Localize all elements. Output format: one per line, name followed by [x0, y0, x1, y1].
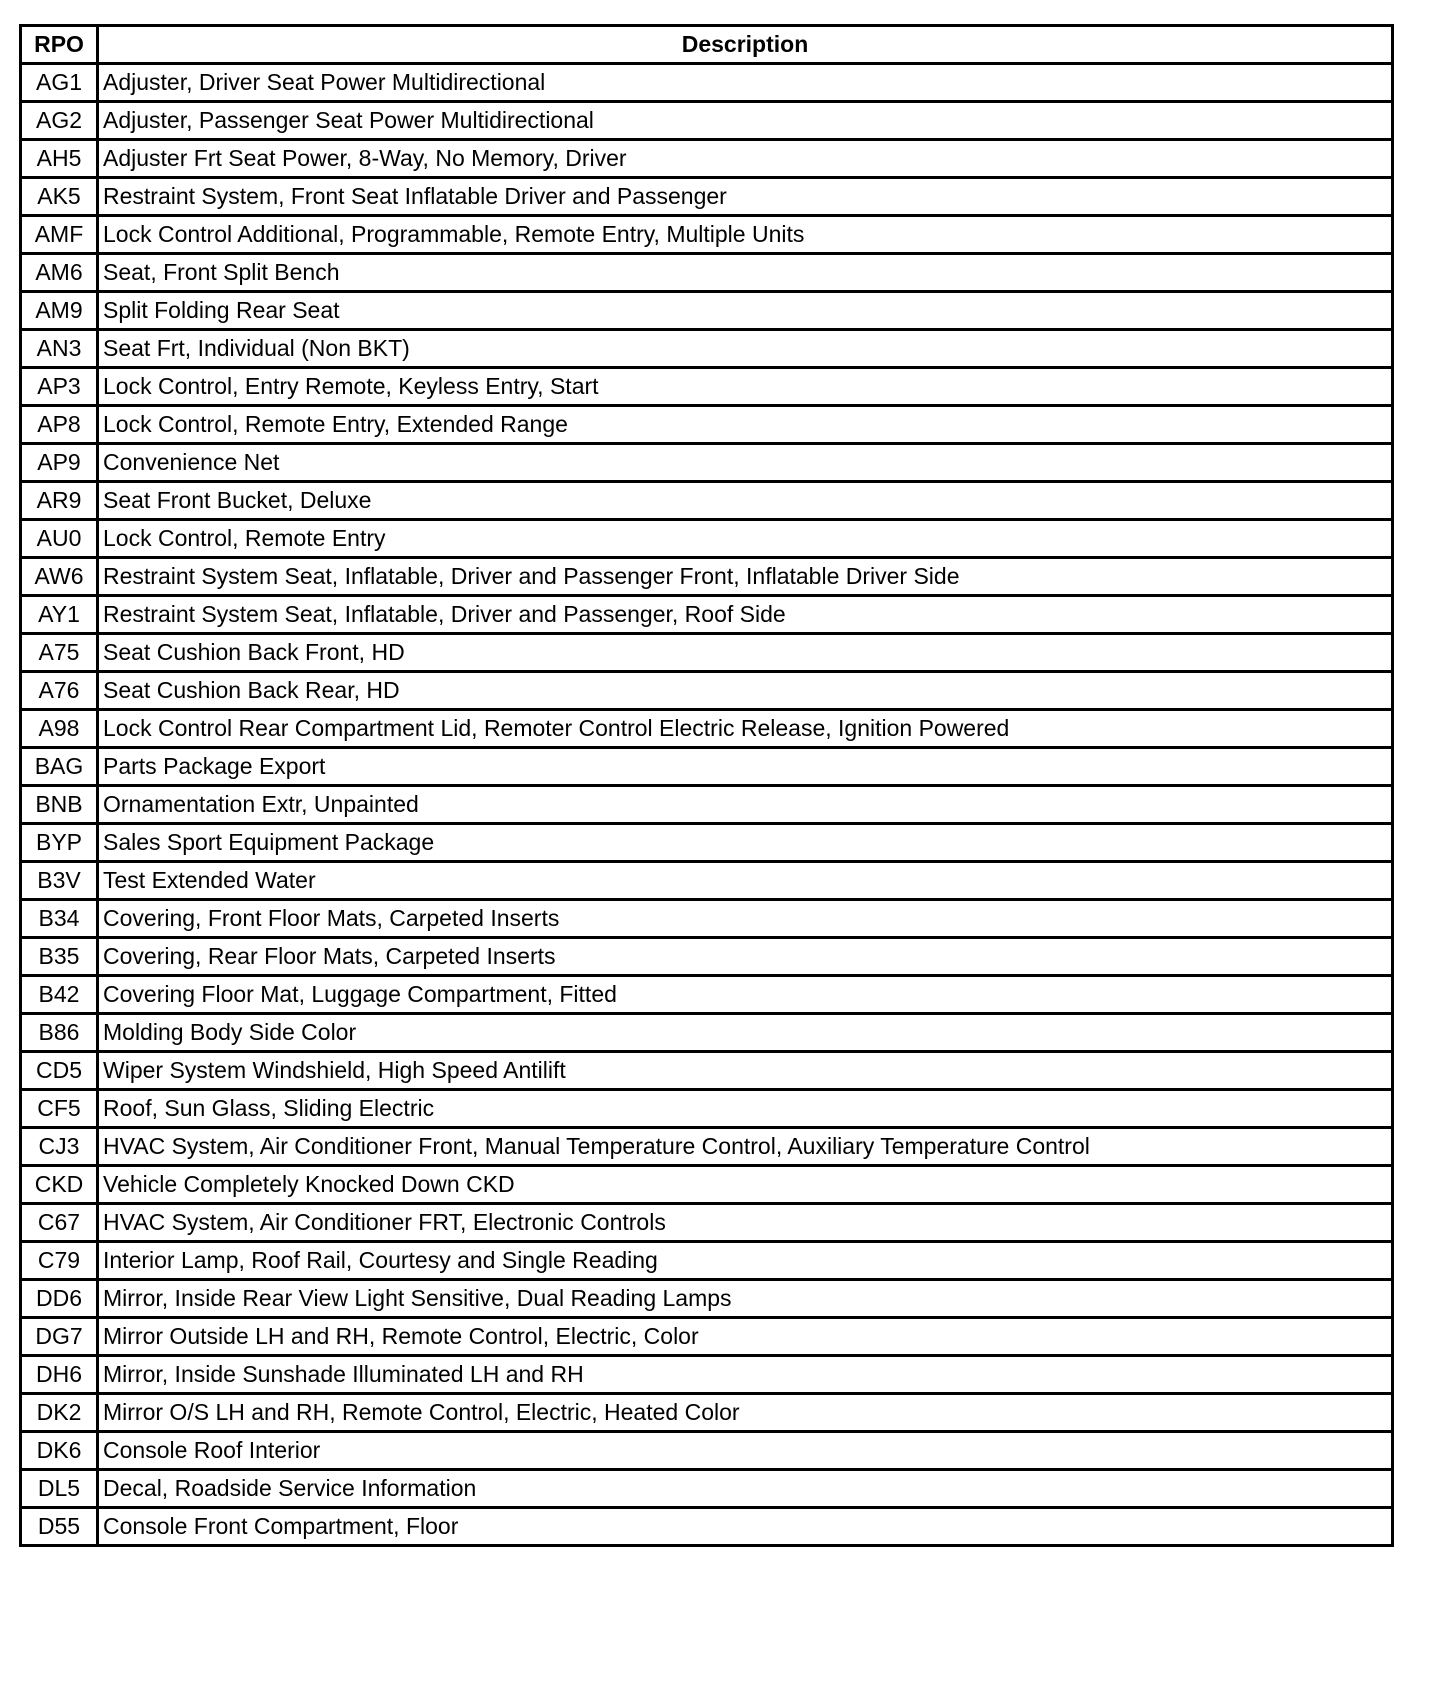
- description-cell: Mirror, Inside Sunshade Illuminated LH and RH: [98, 1356, 1393, 1394]
- table-row: [21, 672, 1393, 710]
- description-cell: Mirror Outside LH and RH, Remote Control, Electric, Color: [98, 1318, 1393, 1356]
- description-cell: HVAC System, Air Conditioner Front, Manual Temperature Control, Auxiliary Temperature Control: [98, 1128, 1393, 1166]
- rpo-code-cell: DK2: [21, 1394, 98, 1432]
- rpo-code-cell: CF5: [21, 1090, 98, 1128]
- description-cell: Restraint System Seat, Inflatable, Driver and Passenger Front, Inflatable Driver Side: [98, 558, 1393, 596]
- description-cell: Lock Control Additional, Programmable, Remote Entry, Multiple Units: [98, 216, 1393, 254]
- rpo-code-cell: D55: [21, 1508, 98, 1546]
- description-cell: Decal, Roadside Service Information: [98, 1470, 1393, 1508]
- description-cell: Vehicle Completely Knocked Down CKD: [98, 1166, 1393, 1204]
- description-cell: Sales Sport Equipment Package: [98, 824, 1393, 862]
- table-row: [21, 330, 1393, 368]
- table-row: [21, 900, 1393, 938]
- rpo-code-cell: AM9: [21, 292, 98, 330]
- rpo-code-cell: B86: [21, 1014, 98, 1052]
- description-cell: Restraint System Seat, Inflatable, Driver and Passenger, Roof Side: [98, 596, 1393, 634]
- description-cell: Covering, Rear Floor Mats, Carpeted Inserts: [98, 938, 1393, 976]
- description-cell: Test Extended Water: [98, 862, 1393, 900]
- rpo-code-cell: AP9: [21, 444, 98, 482]
- table-row: [21, 1128, 1393, 1166]
- table-row: [21, 1394, 1393, 1432]
- rpo-code-cell: CD5: [21, 1052, 98, 1090]
- rpo-code-cell: BAG: [21, 748, 98, 786]
- table-row: [21, 824, 1393, 862]
- rpo-code-cell: A76: [21, 672, 98, 710]
- rpo-code-cell: AG1: [21, 64, 98, 102]
- table-row: [21, 596, 1393, 634]
- table-row: [21, 1432, 1393, 1470]
- table-row: [21, 1166, 1393, 1204]
- rpo-code-cell: AN3: [21, 330, 98, 368]
- table-row: [21, 178, 1393, 216]
- rpo-code-cell: DG7: [21, 1318, 98, 1356]
- rpo-code-cell: AY1: [21, 596, 98, 634]
- description-cell: Seat Cushion Back Rear, HD: [98, 672, 1393, 710]
- description-cell: Lock Control Rear Compartment Lid, Remoter Control Electric Release, Ignition Powered: [98, 710, 1393, 748]
- rpo-code-cell: A75: [21, 634, 98, 672]
- table-row: [21, 938, 1393, 976]
- table-row: [21, 444, 1393, 482]
- description-cell: Adjuster, Driver Seat Power Multidirectional: [98, 64, 1393, 102]
- table-row: [21, 520, 1393, 558]
- table-row: [21, 1242, 1393, 1280]
- rpo-code-cell: AW6: [21, 558, 98, 596]
- table-row: [21, 1204, 1393, 1242]
- description-cell: Mirror, Inside Rear View Light Sensitive, Dual Reading Lamps: [98, 1280, 1393, 1318]
- table-row: [21, 216, 1393, 254]
- table-row: [21, 102, 1393, 140]
- rpo-code-cell: DK6: [21, 1432, 98, 1470]
- description-cell: Convenience Net: [98, 444, 1393, 482]
- rpo-code-cell: DH6: [21, 1356, 98, 1394]
- rpo-code-cell: A98: [21, 710, 98, 748]
- rpo-code-cell: AH5: [21, 140, 98, 178]
- table-row: [21, 254, 1393, 292]
- table-row: [21, 368, 1393, 406]
- description-column-header: Description: [98, 26, 1393, 64]
- rpo-code-cell: AM6: [21, 254, 98, 292]
- description-cell: Seat, Front Split Bench: [98, 254, 1393, 292]
- rpo-code-cell: C67: [21, 1204, 98, 1242]
- description-cell: Adjuster Frt Seat Power, 8-Way, No Memory, Driver: [98, 140, 1393, 178]
- rpo-code-cell: AP8: [21, 406, 98, 444]
- rpo-column-header: RPO: [21, 26, 98, 64]
- description-cell: Lock Control, Entry Remote, Keyless Entry, Start: [98, 368, 1393, 406]
- description-cell: Console Front Compartment, Floor: [98, 1508, 1393, 1546]
- description-cell: Restraint System, Front Seat Inflatable Driver and Passenger: [98, 178, 1393, 216]
- rpo-code-cell: AMF: [21, 216, 98, 254]
- rpo-code-cell: AR9: [21, 482, 98, 520]
- table-header-row: [21, 26, 1393, 64]
- table-row: [21, 64, 1393, 102]
- rpo-code-cell: CJ3: [21, 1128, 98, 1166]
- description-cell: Covering, Front Floor Mats, Carpeted Inserts: [98, 900, 1393, 938]
- rpo-code-cell: BYP: [21, 824, 98, 862]
- description-cell: Covering Floor Mat, Luggage Compartment, Fitted: [98, 976, 1393, 1014]
- description-cell: Seat Frt, Individual (Non BKT): [98, 330, 1393, 368]
- table-row: [21, 1470, 1393, 1508]
- table-row: [21, 1280, 1393, 1318]
- description-cell: Seat Cushion Back Front, HD: [98, 634, 1393, 672]
- table-row: [21, 482, 1393, 520]
- table-row: [21, 862, 1393, 900]
- rpo-code-cell: C79: [21, 1242, 98, 1280]
- table-row: [21, 406, 1393, 444]
- table-row: [21, 748, 1393, 786]
- description-cell: Seat Front Bucket, Deluxe: [98, 482, 1393, 520]
- description-cell: Ornamentation Extr, Unpainted: [98, 786, 1393, 824]
- rpo-code-cell: B35: [21, 938, 98, 976]
- table-row: [21, 1356, 1393, 1394]
- rpo-code-cell: BNB: [21, 786, 98, 824]
- table-row: [21, 292, 1393, 330]
- rpo-code-cell: DL5: [21, 1470, 98, 1508]
- table-row: [21, 710, 1393, 748]
- description-cell: Wiper System Windshield, High Speed Antilift: [98, 1052, 1393, 1090]
- table-row: [21, 1090, 1393, 1128]
- rpo-code-cell: B42: [21, 976, 98, 1014]
- description-cell: Parts Package Export: [98, 748, 1393, 786]
- description-cell: Split Folding Rear Seat: [98, 292, 1393, 330]
- description-cell: Molding Body Side Color: [98, 1014, 1393, 1052]
- table-row: [21, 1508, 1393, 1546]
- table-row: [21, 1014, 1393, 1052]
- rpo-code-cell: AP3: [21, 368, 98, 406]
- rpo-code-cell: DD6: [21, 1280, 98, 1318]
- table-row: [21, 1052, 1393, 1090]
- table-row: [21, 140, 1393, 178]
- description-cell: Adjuster, Passenger Seat Power Multidirectional: [98, 102, 1393, 140]
- description-cell: Console Roof Interior: [98, 1432, 1393, 1470]
- rpo-code-cell: AG2: [21, 102, 98, 140]
- description-cell: Roof, Sun Glass, Sliding Electric: [98, 1090, 1393, 1128]
- table-row: [21, 976, 1393, 1014]
- description-cell: Mirror O/S LH and RH, Remote Control, Electric, Heated Color: [98, 1394, 1393, 1432]
- rpo-code-cell: B34: [21, 900, 98, 938]
- rpo-code-cell: AK5: [21, 178, 98, 216]
- table-row: [21, 786, 1393, 824]
- table-row: [21, 634, 1393, 672]
- rpo-table: [19, 24, 1394, 1547]
- description-cell: HVAC System, Air Conditioner FRT, Electronic Controls: [98, 1204, 1393, 1242]
- rpo-code-cell: B3V: [21, 862, 98, 900]
- description-cell: Lock Control, Remote Entry, Extended Range: [98, 406, 1393, 444]
- table-row: [21, 1318, 1393, 1356]
- table-row: [21, 558, 1393, 596]
- rpo-table-container: [19, 24, 1391, 1547]
- rpo-code-cell: AU0: [21, 520, 98, 558]
- rpo-code-cell: CKD: [21, 1166, 98, 1204]
- description-cell: Interior Lamp, Roof Rail, Courtesy and Single Reading: [98, 1242, 1393, 1280]
- description-cell: Lock Control, Remote Entry: [98, 520, 1393, 558]
- table-body: [21, 64, 1393, 1546]
